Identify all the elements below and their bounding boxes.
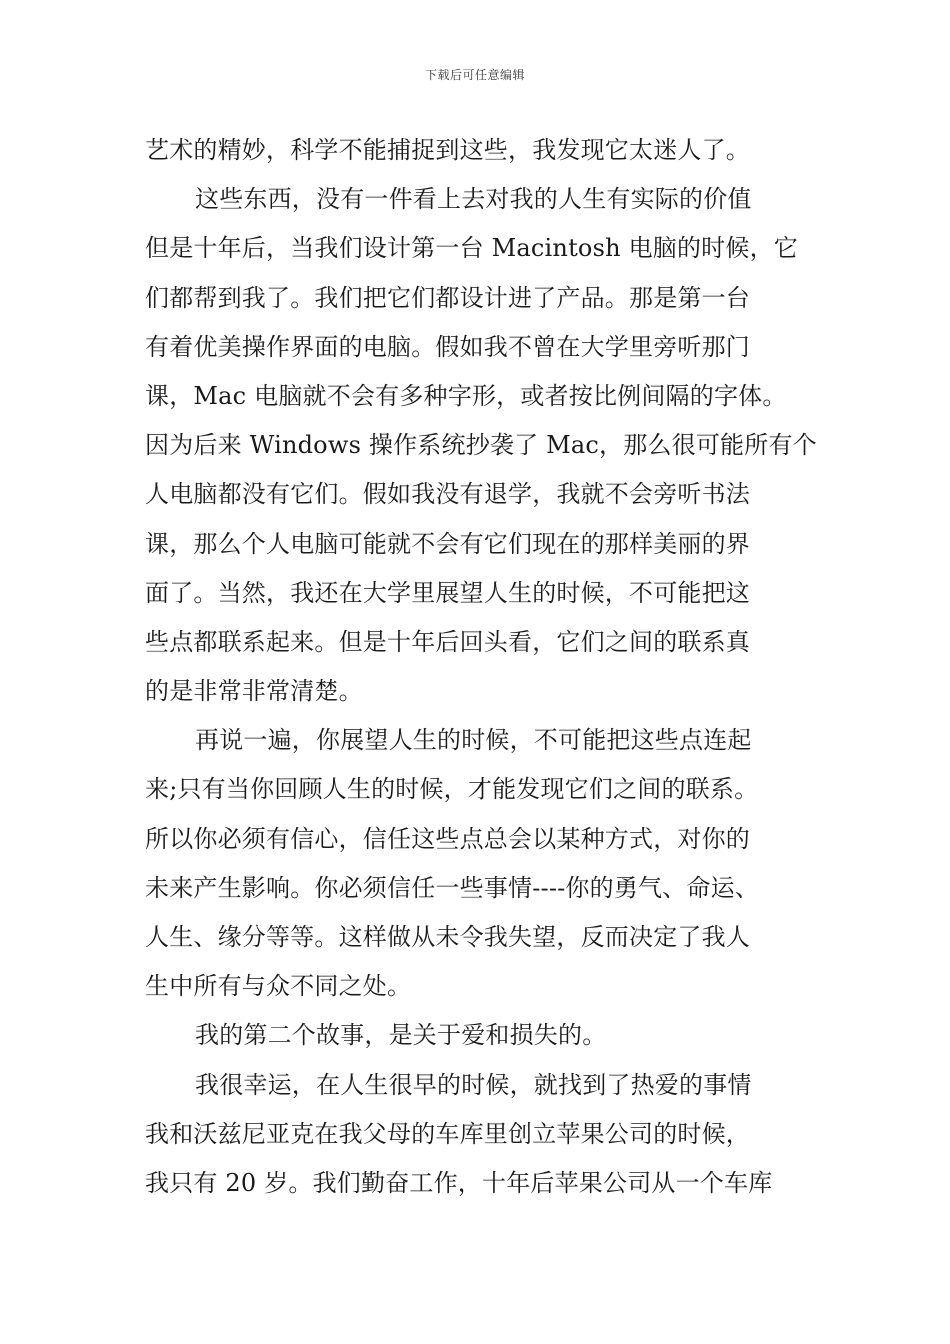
text-line: 们都帮到我了。我们把它们都设计进了产品。那是第一台 (145, 283, 750, 312)
text-line: 的是非常非常清楚。 (145, 677, 363, 706)
text-line: 有着优美操作界面的电脑。假如我不曾在大学里旁听那门 (145, 332, 750, 361)
text-line: 些点都联系起来。但是十年后回头看，它们之间的联系真 (145, 627, 750, 656)
text-line: 人生、缘分等等。这样做从未令我失望，反而决定了我人 (145, 923, 750, 951)
text-line: 人电脑都没有它们。假如我没有退学，我就不会旁听书法 (145, 480, 750, 509)
text-line: 但是十年后，当我们设计第一台 Macintosh 电脑的时候，它 (145, 234, 798, 263)
text-line: 课，那么个人电脑可能就不会有它们现在的那样美丽的界 (145, 529, 750, 558)
text-line: 我只有 20 岁。我们勤奋工作，十年后苹果公司从一个车库 (145, 1168, 773, 1197)
text-line: 面了。当然，我还在大学里展望人生的时候，不可能把这 (145, 578, 750, 607)
text-line: 再说一遍，你展望人生的时候，不可能把这些点连起 (195, 726, 752, 755)
text-line: 课，Mac 电脑就不会有多种字形，或者按比例间隔的字体。 (145, 381, 787, 410)
text-line: 所以你必须有信心，信任这些点总会以某种方式，对你的 (145, 824, 750, 853)
text-line: 因为后来 Windows 操作系统抄袭了 Mac，那么很可能所有个 (145, 431, 817, 460)
text-line: 来;只有当你回顾人生的时候，才能发现它们之间的联系。 (145, 775, 759, 804)
text-line: 未来产生影响。你必须信任一些事情----你的勇气、命运、 (145, 873, 760, 902)
body-text (145, 126, 825, 1208)
text-line: 我很幸运，在人生很早的时候，就找到了热爱的事情 (195, 1070, 752, 1099)
text-line: 这些东西，没有一件看上去对我的人生有实际的价值 (195, 185, 752, 214)
text-line: 艺术的精妙，科学不能捕捉到这些，我发现它太迷人了。 (145, 136, 750, 164)
text-line: 生中所有与众不同之处。 (145, 972, 412, 1001)
page-header: 下载后可任意编辑 (424, 68, 525, 82)
text-line: 我的第二个故事，是关于爱和损失的。 (195, 1021, 607, 1050)
text-line: 我和沃兹尼亚克在我父母的车库里创立苹果公司的时候， (145, 1119, 750, 1148)
